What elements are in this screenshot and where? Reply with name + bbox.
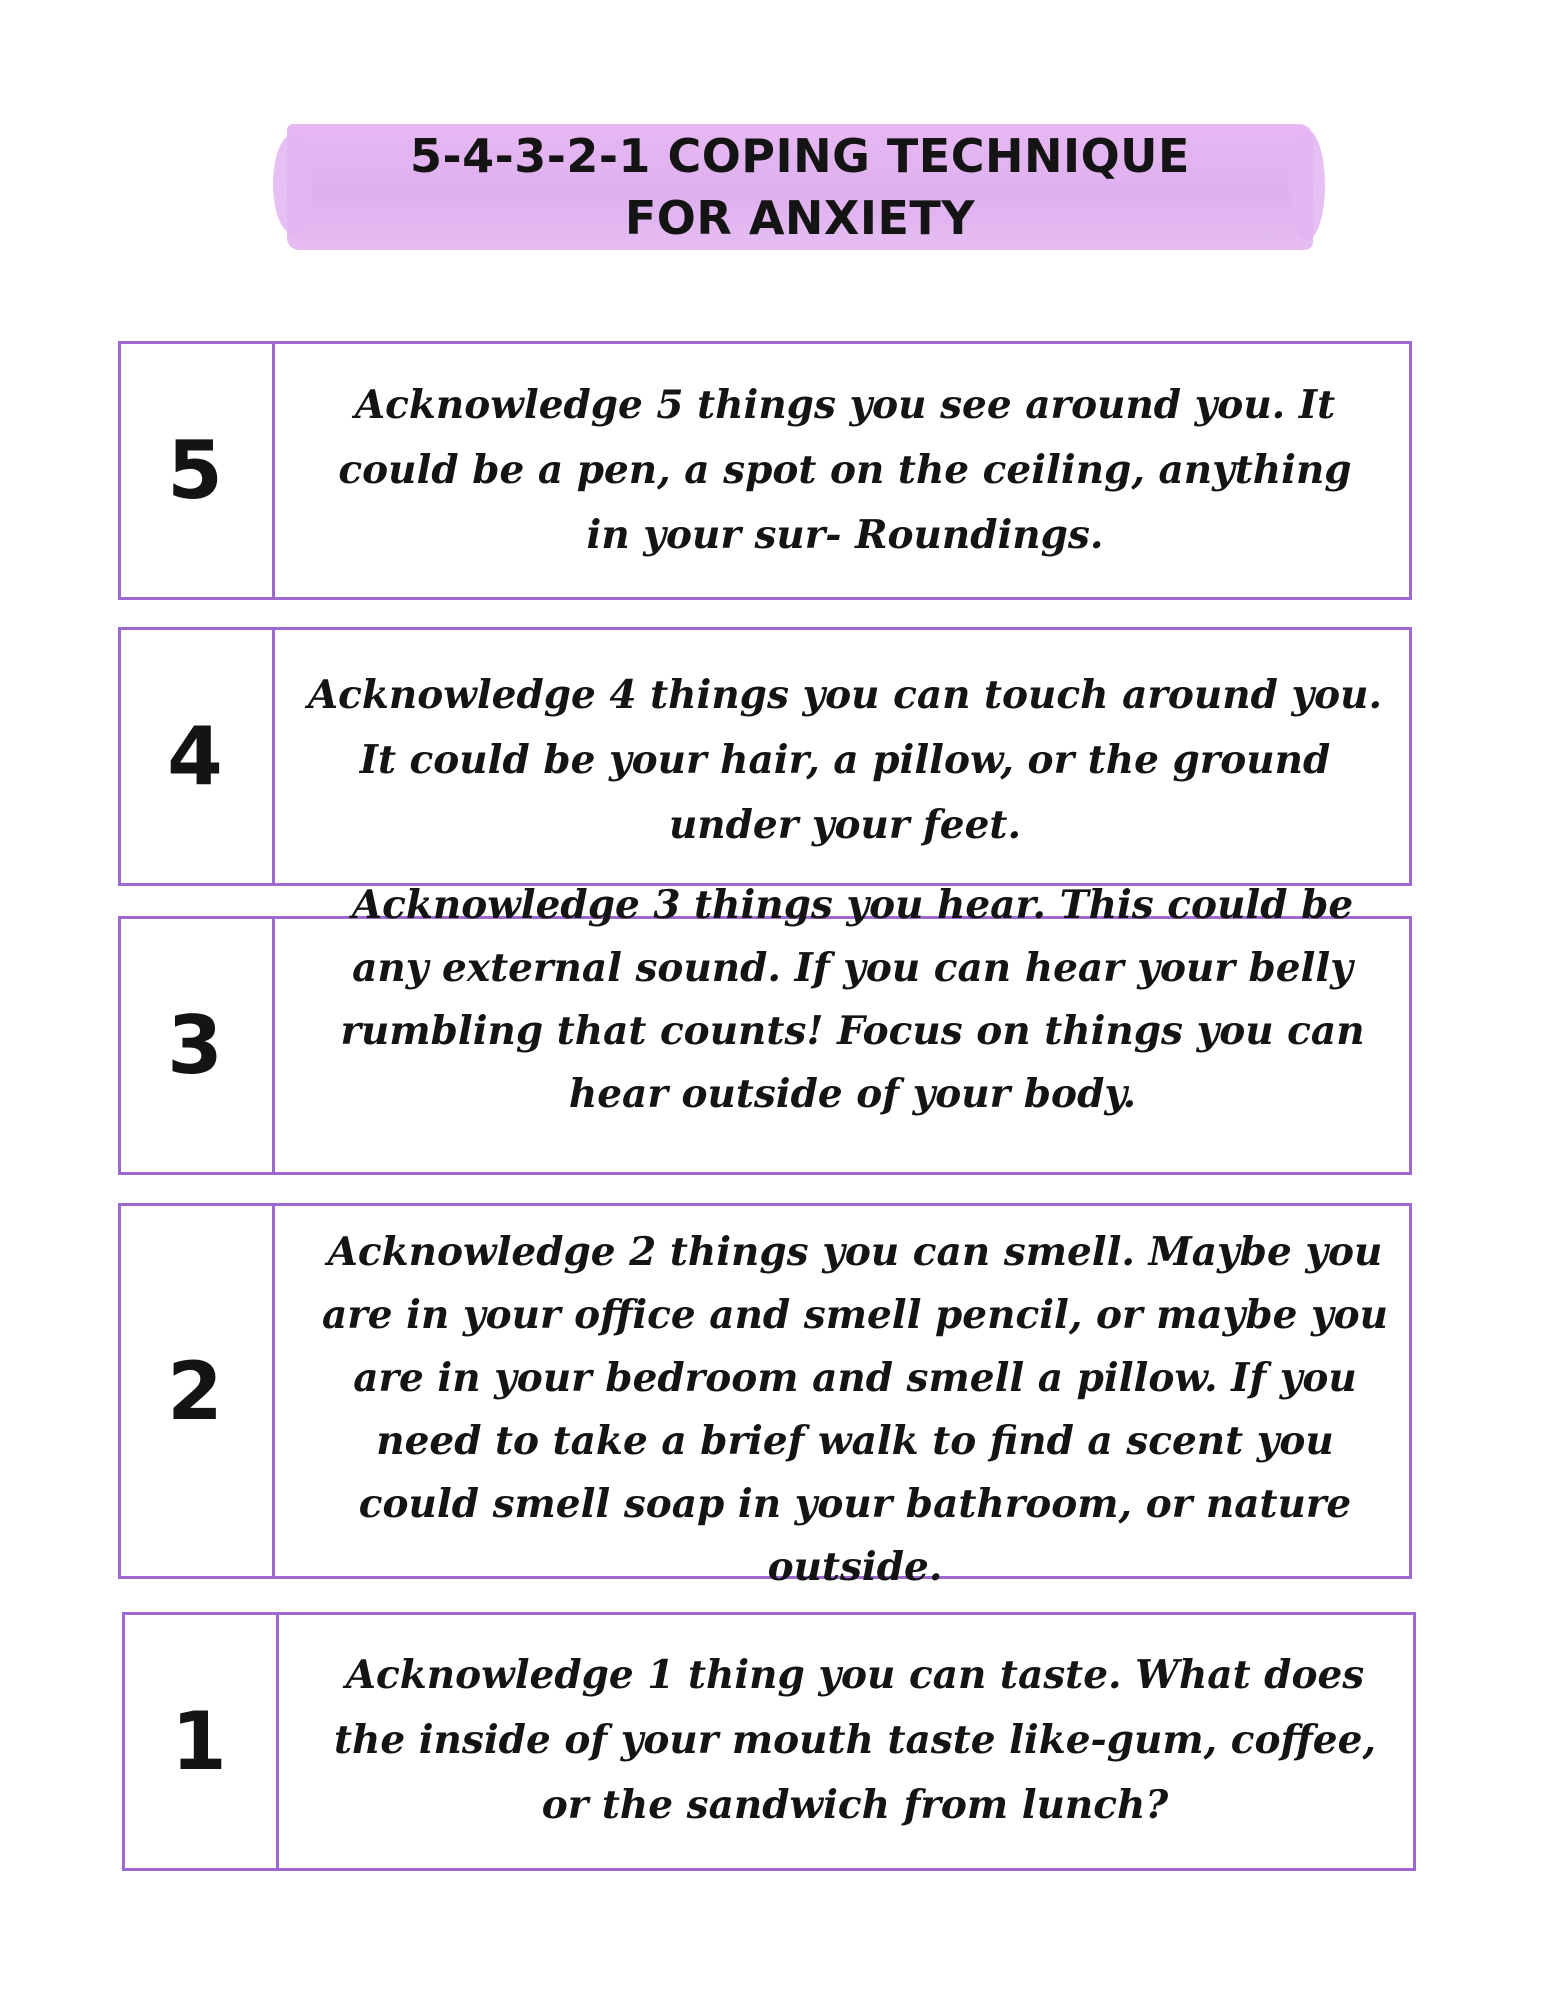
step-number-5: 5 <box>118 341 275 600</box>
step-text-3: Acknowledge 3 things you hear. This could be any external sound. If you can hear your belly rumbling that counts! Focus on things you can hear outside of your body. <box>340 882 1365 1117</box>
step-number-2: 2 <box>118 1203 275 1579</box>
step-text-5: Acknowledge 5 things you see around you. It could be a pen, a spot on the ceiling, anything in your sur- Roundings. <box>338 382 1352 558</box>
step-text-4: Acknowledge 4 things you can touch around you. It could be your hair, a pillow, or the ground under your feet. <box>307 671 1383 848</box>
page-title-line-2: FOR ANXIETY <box>624 191 976 245</box>
step-number-4: 4 <box>118 627 275 886</box>
page-title <box>287 124 1313 250</box>
step-number-3: 3 <box>118 916 275 1175</box>
step-number-1: 1 <box>122 1612 279 1871</box>
step-text-2: Acknowledge 2 things you can smell. Maybe you are in your office and smell pencil, or maybe you are in your bedroom and smell a pillow. If you need to take a brief walk to find a scent you could smell soap in your bathroom, or nature outside. <box>321 1229 1389 1590</box>
step-text-1: Acknowledge 1 thing you can taste. What does the inside of your mouth taste like-gum, coffee, or the sandwich from lunch? <box>333 1651 1377 1828</box>
page-title-line-1: 5-4-3-2-1 COPING TECHNIQUE <box>410 129 1190 183</box>
